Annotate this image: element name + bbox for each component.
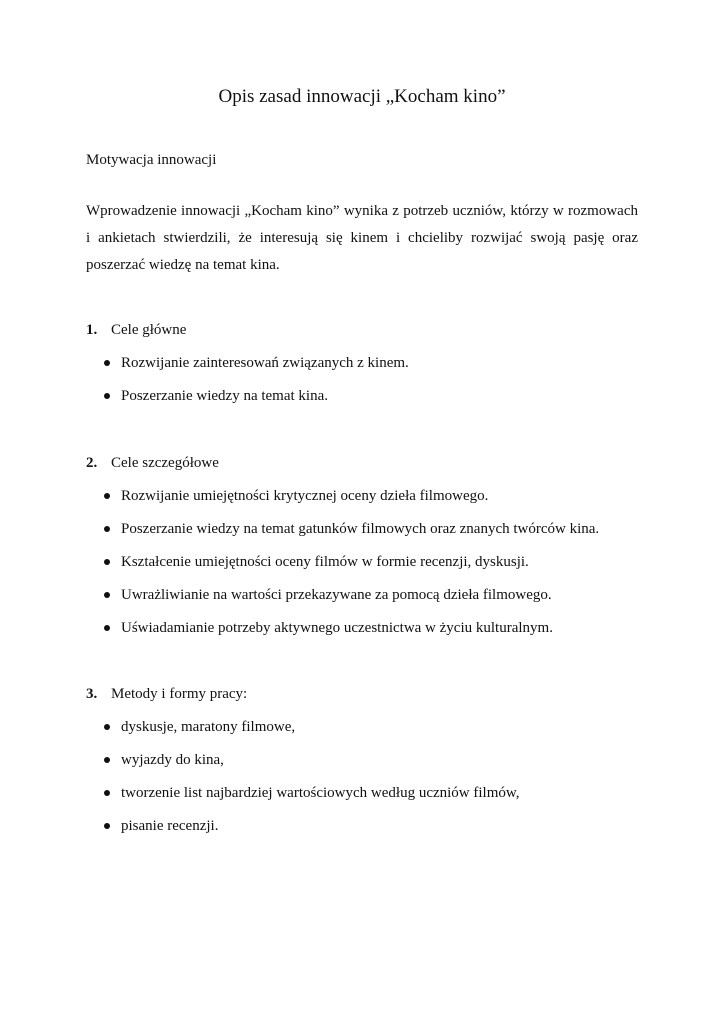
document-title: Opis zasad innowacji „Kocham kino”: [218, 86, 506, 107]
list-item: [104, 585, 599, 618]
list-item: [104, 750, 520, 783]
list-item: [104, 353, 409, 386]
list-item: [104, 386, 409, 419]
bullet-icon: [104, 724, 110, 730]
list-item-text: Rozwijanie umiejętności krytycznej oceny dzieła filmowego.: [121, 488, 489, 504]
bullet-icon: [104, 559, 110, 565]
bullet-icon: [104, 360, 110, 366]
list-item-text: dyskusje, maratony filmowe,: [121, 719, 296, 735]
section-heading-3: [86, 684, 247, 704]
bullet-icon: [104, 757, 110, 763]
section-number: 2.: [86, 455, 98, 471]
list-item-text: Poszerzanie wiedzy na temat kina.: [121, 388, 328, 404]
list-item-text: pisanie recenzji.: [121, 818, 219, 834]
list-item: [104, 486, 599, 519]
bullet-icon: [104, 393, 110, 399]
bullet-icon: [104, 493, 110, 499]
list-item-text: tworzenie list najbardziej wartościowych według uczniów filmów,: [121, 785, 520, 801]
list-item: [104, 816, 520, 849]
list-item-text: Poszerzanie wiedzy na temat gatunków filmowych oraz znanych twórców kina.: [121, 521, 600, 537]
section-title: Cele szczegółowe: [111, 455, 219, 471]
section-heading-1: [86, 320, 186, 340]
bullet-list-3: [104, 717, 520, 849]
section-heading-2: [86, 453, 219, 473]
list-item: [104, 552, 599, 585]
section-title: Metody i formy pracy:: [111, 686, 248, 702]
motivation-paragraph: Wprowadzenie innowacji „Kocham kino” wynika z potrzeb uczniów, którzy w rozmowach i ankietach stwierdzili, że interesują się kinem i chcieliby rozwijać swoją pasję oraz poszerzać wiedzę na temat kina.: [86, 203, 638, 273]
list-item-text: Kształcenie umiejętności oceny filmów w formie recenzji, dyskusji.: [121, 554, 529, 570]
list-item: [104, 519, 599, 552]
bullet-icon: [104, 592, 110, 598]
list-item-text: Uwrażliwianie na wartości przekazywane za pomocą dzieła filmowego.: [121, 587, 552, 603]
list-item-text: Rozwijanie zainteresowań związanych z kinem.: [121, 355, 409, 371]
bullet-icon: [104, 625, 110, 631]
list-item: [104, 618, 599, 651]
bullet-icon: [104, 790, 110, 796]
list-item-text: wyjazdy do kina,: [121, 752, 224, 768]
bullet-list-1: [104, 353, 409, 419]
section-number: 1.: [86, 322, 98, 338]
bullet-icon: [104, 823, 110, 829]
bullet-list-2: [104, 486, 599, 651]
list-item: [104, 717, 520, 750]
motivation-heading: Motywacja innowacji: [86, 152, 217, 168]
section-title: Cele główne: [111, 322, 187, 338]
bullet-icon: [104, 526, 110, 532]
section-number: 3.: [86, 686, 98, 702]
list-item: [104, 783, 520, 816]
list-item-text: Uświadamianie potrzeby aktywnego uczestnictwa w życiu kulturalnym.: [121, 620, 553, 636]
